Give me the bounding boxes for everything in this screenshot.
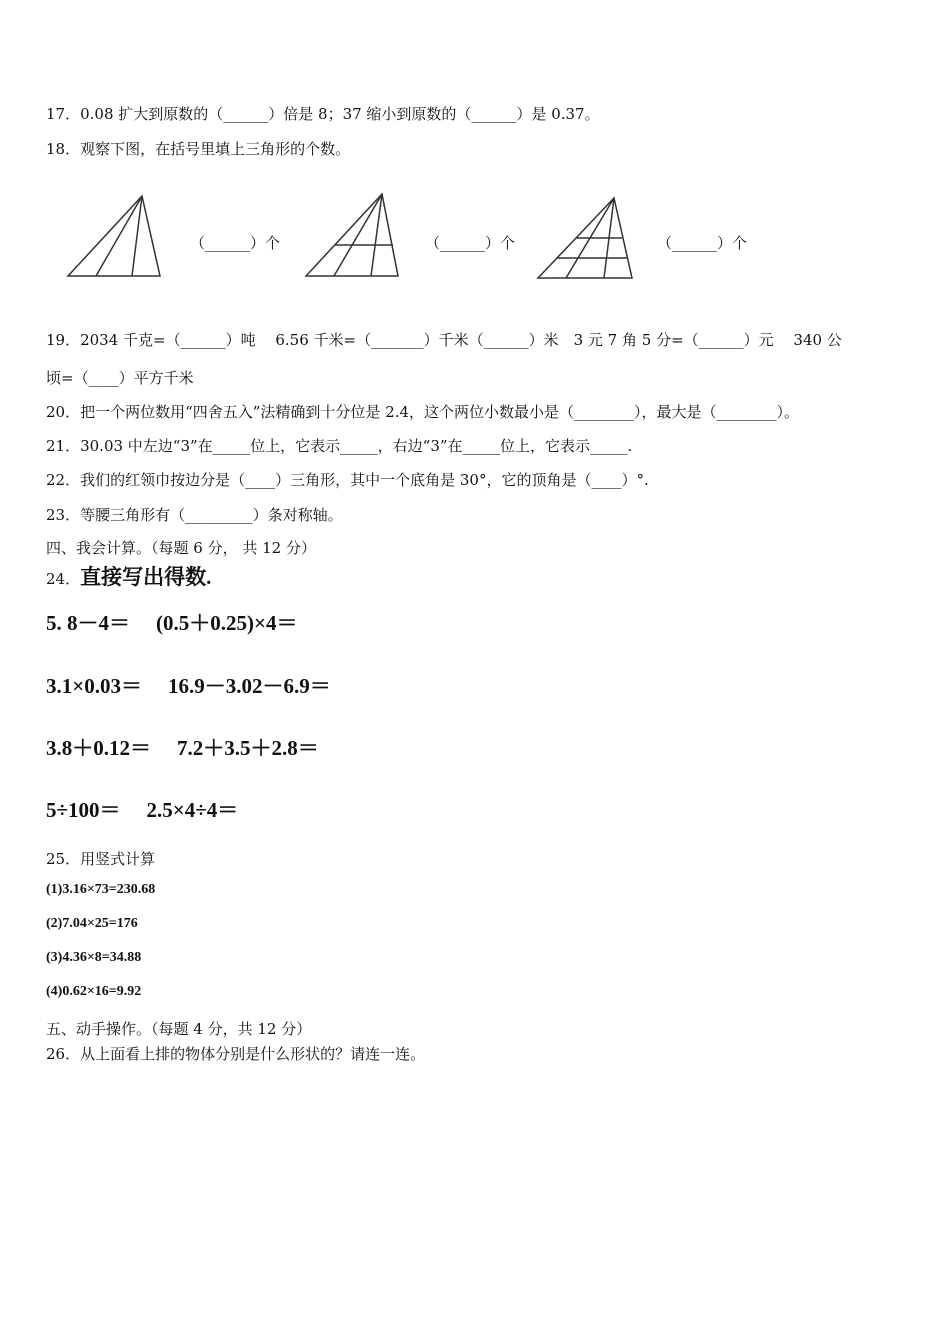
question-26: 26．从上面看上排的物体分别是什么形状的？请连一连。: [46, 1045, 426, 1063]
question-24-label: 24．: [46, 570, 81, 588]
answer-blank-1[interactable]: （______）个: [190, 234, 281, 252]
calc-item: 3.1×0.03＝: [46, 674, 142, 698]
calc-row-2: [46, 670, 331, 700]
answer-blank-2[interactable]: （______）个: [425, 234, 516, 252]
calc-item: 3.8＋0.12＝: [46, 736, 151, 760]
section-4-heading: 四、我会计算。（每题 6 分， 共 12 分）: [46, 539, 316, 557]
question-22: 22．我们的红领巾按边分是（____）三角形，其中一个底角是 30°，它的顶角是（____）°.: [46, 471, 649, 489]
triangle-figure-2: [298, 188, 408, 283]
question-20: 20．把一个两位数用“四舍五入”法精确到十分位是 2.4，这个两位小数最小是（________），最大是（________）。: [46, 403, 800, 421]
q25-item-1: (1)3.16×73=230.68: [46, 882, 156, 897]
section-5-heading: 五、动手操作。（每题 4 分，共 12 分）: [46, 1020, 312, 1038]
triangle-figure-3: [532, 190, 642, 285]
calc-row-1: [46, 607, 297, 637]
calc-row-3: [46, 732, 319, 762]
calc-item: 5. 8－4＝: [46, 611, 130, 635]
q25-item-3: (3)4.36×8=34.88: [46, 950, 142, 965]
q25-item-2: (2)7.04×25=176: [46, 916, 138, 931]
question-24-title: 直接写出得数.: [80, 565, 212, 589]
question-21: 21．30.03 中左边“3”在_____位上，它表示_____，右边“3”在_____位上，它表示_____.: [46, 437, 633, 455]
question-23: 23．等腰三角形有（_________）条对称轴。: [46, 506, 343, 524]
triangle-figure-1: [60, 190, 170, 285]
calc-row-4: [46, 794, 238, 824]
question-19-line-2: 顷=（____）平方千米: [46, 369, 194, 387]
q25-item-4: (4)0.62×16=9.92: [46, 984, 142, 999]
question-18: 18．观察下图，在括号里填上三角形的个数。: [46, 140, 351, 158]
question-17: 17．0.08 扩大到原数的（______）倍是 8；37 缩小到原数的（______）是 0.37。: [46, 105, 600, 123]
calc-item: (0.5＋0.25)×4＝: [156, 611, 298, 635]
question-19-line-1: 19．2034 千克=（______）吨 6.56 千米=（_______）千米（______）米 3 元 7 角 5 分=（______）元 340 公: [46, 331, 842, 349]
question-24: [46, 561, 211, 591]
answer-blank-3[interactable]: （______）个: [657, 234, 748, 252]
question-25: 25．用竖式计算: [46, 850, 156, 868]
calc-item: 16.9－3.02－6.9＝: [167, 674, 331, 698]
calc-item: 2.5×4÷4＝: [146, 798, 239, 822]
calc-item: 5÷100＝: [46, 798, 121, 822]
calc-item: 7.2＋3.5＋2.8＝: [177, 736, 319, 760]
